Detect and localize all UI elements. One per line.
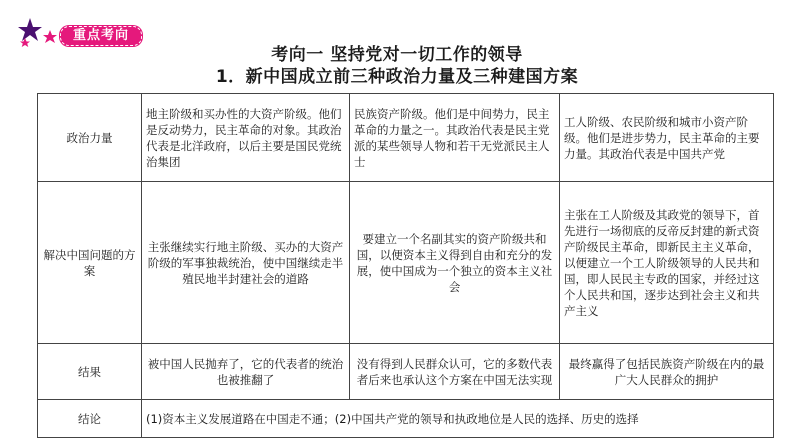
table-row — [38, 182, 774, 344]
table-cell: 要建立一个名副其实的资产阶级共和国，以便资本主义得到自由和充分的发展，使中国成为一个独立的资本主义社会 — [350, 182, 560, 344]
row-header-solution: 解决中国问题的方案 — [38, 182, 142, 344]
table-cell: 主张在工人阶级及其政党的领导下，首先进行一场彻底的反帝反封建的新式资产阶级民主革命，即新民主主义革命，以便建立一个工人阶级领导的人民共和国，即人民民主专政的国家，并经过这个人民共和国，逐步达到社会主义和共产主义 — [560, 182, 774, 344]
row-header-conclusion: 结论 — [38, 400, 142, 438]
conclusion-cell: (1)资本主义发展道路在中国走不通；(2)中国共产党的领导和执政地位是人民的选择、历史的选择 — [142, 400, 774, 438]
table-cell: 工人阶级、农民阶级和城市小资产阶级。他们是进步势力，民主革命的主要力量。其政治代表是中国共产党 — [560, 94, 774, 182]
table-row — [38, 344, 774, 400]
table-cell: 被中国人民抛弃了，它的代表者的统治也被推翻了 — [142, 344, 350, 400]
table-cell: 主张继续实行地主阶级、买办的大资产阶级的军事独裁统治，使中国继续走半殖民地半封建社会的道路 — [142, 182, 350, 344]
page-subtitle: 1．新中国成立前三种政治力量及三种建国方案 — [215, 67, 579, 87]
comparison-table — [37, 93, 774, 438]
table-cell: 没有得到人民群众认可，它的多数代表者后来也承认这个方案在中国无法实现 — [350, 344, 560, 400]
badge-label: 重点考向 — [60, 26, 142, 46]
table-cell: 最终赢得了包括民族资产阶级在内的最广大人民群众的拥护 — [560, 344, 774, 400]
row-header-political-force: 政治力量 — [38, 94, 142, 182]
page-title: 考向一 坚持党对一切工作的领导 — [271, 45, 523, 65]
table-cell: 民族资产阶级。他们是中间势力，民主革命的力量之一。其政治代表是民主党派的某些领导人物和若干无党派民主人士 — [350, 94, 560, 182]
row-header-result: 结果 — [38, 344, 142, 400]
table-cell: 地主阶级和买办性的大资产阶级。他们是反动势力，民主革命的对象。其政治代表是北洋政府，以后主要是国民党统治集团 — [142, 94, 350, 182]
table-row — [38, 400, 774, 438]
table-row — [38, 94, 774, 182]
